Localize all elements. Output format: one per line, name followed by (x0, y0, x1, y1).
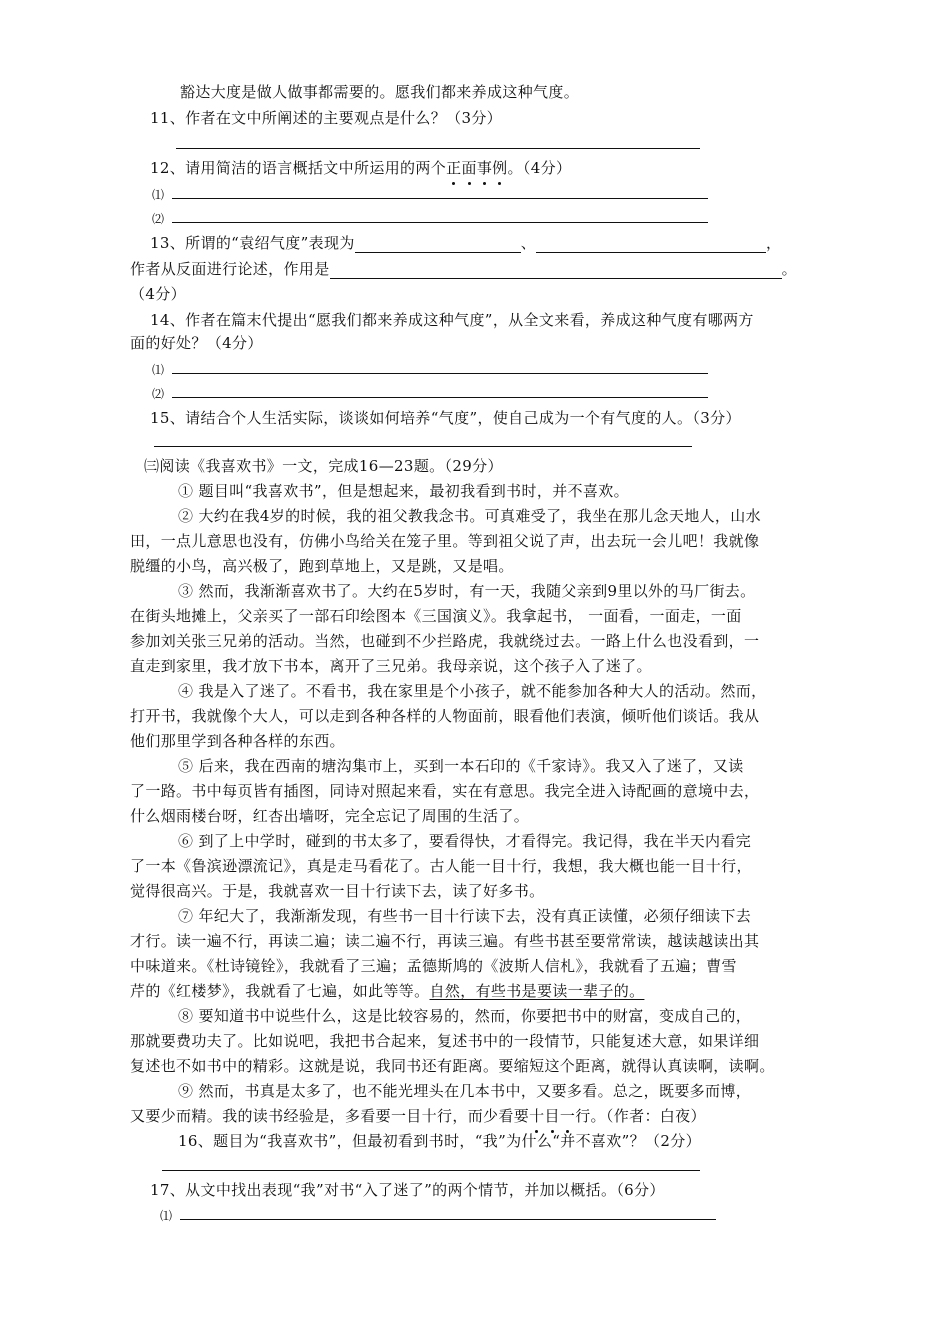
passage-line: ⑨ 然而，书真是太多了，也不能光埋头在几本书中，又要多看。总之，既要多而博， (178, 1082, 752, 1100)
question-14-line-1: 14、作者在篇末代提出“愿我们都来养成这种气度”，从全文来看，养成这种气度有哪两方 (150, 311, 754, 329)
answer-line-q12-1[interactable] (172, 198, 708, 199)
blank-label-1: ⑴ (160, 1209, 173, 1223)
passage-line: ③ 然而，我渐渐喜欢书了。大约在5岁时，有一天，我随父亲到9里以外的马厂街去。 (178, 582, 756, 600)
answer-blank-q13-a[interactable] (355, 236, 521, 253)
passage-line: 复述也不如书中的精彩。这就是说，我同书还有距离。要缩短这个距离，就得认真读啊，读啊。 (130, 1057, 775, 1075)
passage-line: ② 大约在我4岁的时候，我的祖父教我念书。可真难受了，我坐在那儿念天地人，山水 (178, 507, 761, 525)
blank-label-2: ⑵ (152, 387, 165, 401)
emphasis-char: 一 (560, 1106, 575, 1126)
passage-line: 那就要费功夫了。比如说吧，我把书合起来，复述书中的一段情节，只能复述大意，如果详细 (130, 1032, 760, 1050)
question-13-line-1: 13、所谓的“袁绍气度”表现为 、 ， (150, 234, 782, 252)
question-15: 15、请结合个人生活实际，谈谈如何培养“气度”，使自己成为一个有气度的人。（3分） (150, 409, 741, 427)
passage-line: 打开书，我就像个大人，可以走到各种各样的人物面前，眼看他们表演，倾听他们谈话。我从 (130, 707, 760, 725)
emphasis-char: 事 (477, 158, 492, 178)
answer-line-q11[interactable] (176, 148, 700, 149)
passage-line: 又要少而精。我的读书经验是，多看要一目十行，而少看要十 目 一 行。（作者：白夜） (130, 1106, 706, 1126)
emphasis-char: 目 (544, 1106, 559, 1126)
answer-blank-q13-b[interactable] (536, 236, 766, 253)
passage-line: 参加刘关张三兄弟的活动。当然，也碰到不少拦路虎，我就绕过去。一路上什么也没看到，一 (130, 632, 760, 650)
passage-line: 中味道来。《杜诗镜铨》，我就看了三遍；孟德斯鸠的《波斯人信札》，我就看了五遍；曹雪 (130, 957, 737, 975)
passage-line: 觉得很高兴。于是，我就喜欢一目十行读下去，读了好多书。 (130, 882, 545, 900)
passage-line: ④ 我是入了迷了。不看书，我在家里是个小孩子，就不能参加各种大人的活动。然而， (178, 682, 767, 700)
passage-line: 什么烟雨楼台呀，红杏出墙呀，完全忘记了周围的生活了。 (130, 807, 530, 825)
emphasis-char: 十 (529, 1106, 544, 1126)
question-12 (150, 158, 571, 178)
question-14-line-2: 面的好处？（4分） (130, 334, 263, 352)
question-11: 11、作者在文中所阐述的主要观点是什么？（3分） (150, 109, 503, 127)
question-16: 16、题目为“我喜欢书”，但最初看到书时，“我”为什么“并不喜欢”？（2分） (178, 1132, 701, 1150)
passage-line: 才行。读一遍不行，再读二遍；读二遍不行，再读三遍。有些书甚至要常常读，越读越读出其 (130, 932, 760, 950)
answer-line-q16[interactable] (162, 1170, 700, 1171)
passage-line: 了一本《鲁滨逊漂流记》，真是走马看花了。古人能一目十行，我想，我大概也能一目十行， (130, 857, 752, 875)
passage-line: 在街头地摊上，父亲买了一部石印绘图本《三国演义》。我拿起书， 一面看，一面走，一面 (130, 607, 742, 625)
blank-label-1: ⑴ (152, 188, 165, 202)
question-12-text-end: 。（4分） (507, 159, 572, 177)
blank-label-1: ⑴ (152, 363, 165, 377)
blank-label-2: ⑵ (152, 212, 165, 226)
passage-line: 芹的《红楼梦》，我就看了七遍，如此等等。自然，有些书是要读一辈子的。 (130, 982, 645, 1000)
question-12-text-start: 12、请用简洁的语言概括文中所运用的两个 (150, 159, 447, 177)
passage-line: 直走到家里，我才放下书本，离开了三兄弟。我母亲说，这个孩子入了迷了。 (130, 657, 652, 675)
passage-line: 田，一点儿意思也没有，仿佛小鸟给关在笼子里。等到祖父说了声，出去玩一会儿吧！我就像 (130, 532, 760, 550)
question-13-line-3: （4分） (130, 285, 186, 303)
answer-line-q12-2[interactable] (172, 222, 708, 223)
passage-line: ⑧ 要知道书中说些什么，这是比较容易的，然而，你要把书中的财富，变成自己的， (178, 1007, 752, 1025)
passage-line: 了一路。书中每页皆有插图，同诗对照起来看，实在有意思。我完全进入诗配画的意境中去， (130, 782, 760, 800)
passage-line: 脱缰的小鸟，高兴极了，跑到草地上，又是跳，又是唱。 (130, 557, 514, 575)
passage-line: ⑤ 后来，我在西南的塘沟集市上，买到一本石印的《千家诗》。我又入了迷了，又读 (178, 757, 744, 775)
question-13-line-2: 作者从反面进行论述，作用是 。 (130, 260, 797, 278)
passage-line: ① 题目叫“我喜欢书”，但是想起来，最初我看到书时，并不喜欢。 (178, 482, 629, 500)
emphasis-char: 正 (446, 158, 461, 178)
emphasis-char: 面 (461, 158, 476, 178)
answer-line-q15[interactable] (154, 446, 692, 447)
underlined-sentence: 自然，有些书是要读一辈子的。 (429, 982, 645, 1000)
question-17: 17、从文中找出表现“我”对书“入了迷了”的两个情节，并加以概括。（6分） (150, 1181, 665, 1199)
answer-line-q14-2[interactable] (172, 397, 708, 398)
answer-blank-q13-c[interactable] (330, 262, 782, 279)
passage-line: ⑥ 到了上中学时，碰到的书太多了，要看得快，才看得完。我记得，我在半天内看完 (178, 832, 752, 850)
passage-line: 他们那里学到各种各样的东西。 (130, 732, 345, 750)
answer-line-q17-1[interactable] (180, 1219, 716, 1220)
emphasis-char: 例 (492, 158, 507, 178)
section-3-heading: ㈢阅读《我喜欢书》一文，完成16—23题。（29分） (144, 457, 503, 475)
passage-line: ⑦ 年纪大了，我渐渐发现，有些书一目十行读下去，没有真正读懂，必须仔细读下去 (178, 907, 752, 925)
intro-closing-line: 豁达大度是做人做事都需要的。愿我们都来养成这种气度。 (180, 83, 580, 101)
answer-line-q14-1[interactable] (172, 373, 708, 374)
